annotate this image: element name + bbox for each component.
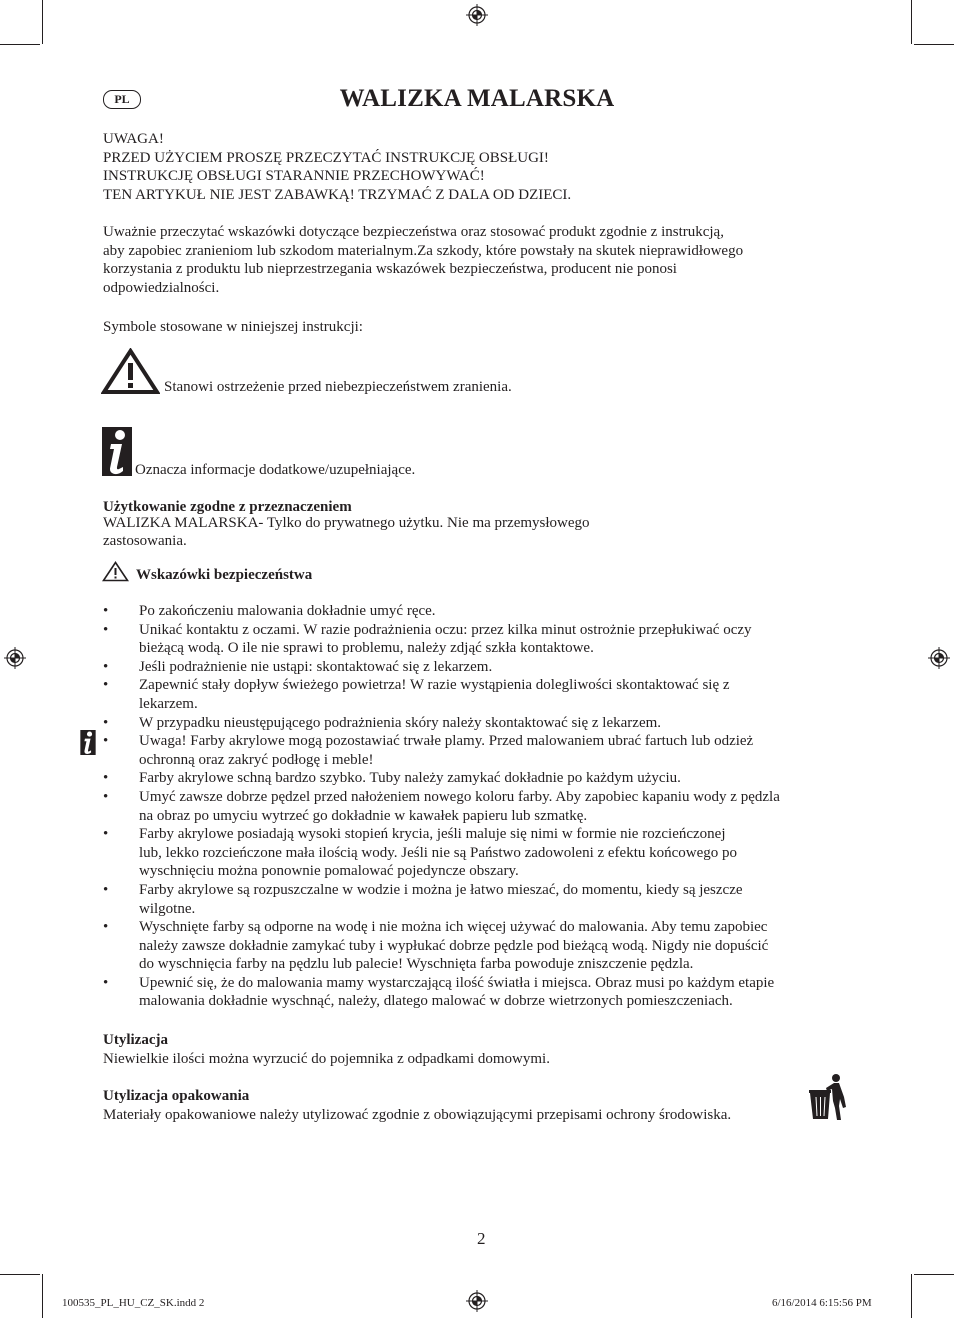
safety-bullet-item bbox=[103, 918, 863, 974]
safety-bullet-item bbox=[103, 881, 863, 918]
bullet-text-line: ochronną oraz zakryć podłogę i meble! bbox=[139, 751, 374, 768]
bullet-text-line: Farby akrylowe schną bardzo szybko. Tuby należy zamykać dokładnie po każdym użyciu. bbox=[139, 770, 681, 787]
warning-line: INSTRUKCJĘ OBSŁUGI STARANNIE PRZECHOWYWAĆ! bbox=[103, 168, 485, 185]
bullet-text-line: malowania dokładnie wyschnąć, należy, dlatego malować w dobrze wietrzonych pomieszczeniach. bbox=[139, 993, 733, 1010]
bullet-text-line: Upewnić się, że do malowania mamy wystarczającą ilość światła i miejsca. Obraz musi po każdym etapie bbox=[139, 974, 775, 991]
bullet-marker: • bbox=[103, 826, 109, 843]
bullet-marker: • bbox=[103, 621, 109, 638]
bullet-text-line: lekarzem. bbox=[139, 695, 198, 712]
intended-use-line: zastosowania. bbox=[103, 533, 187, 549]
warning-triangle-icon bbox=[102, 561, 129, 582]
registration-mark-icon bbox=[4, 647, 26, 669]
footer-timestamp: 6/16/2014 6:15:56 PM bbox=[772, 1297, 872, 1309]
footer-filename: 100535_PL_HU_CZ_SK.indd 2 bbox=[62, 1297, 205, 1309]
safety-bullet-item bbox=[103, 974, 863, 1011]
info-i-icon bbox=[80, 730, 96, 755]
bullet-marker: • bbox=[103, 733, 109, 750]
crop-mark bbox=[0, 44, 40, 45]
safety-bullet-list bbox=[103, 602, 863, 1011]
crop-mark bbox=[914, 1274, 954, 1275]
bullet-text-line: Farby akrylowe są rozpuszczalne w wodzie i można je łatwo mieszać, do momentu, kiedy są jeszcze bbox=[139, 881, 743, 898]
safety-bullet-item bbox=[103, 788, 863, 825]
warning-symbol-description: Stanowi ostrzeżenie przed niebezpieczeństwem zranienia. bbox=[164, 379, 512, 395]
registration-mark-icon bbox=[466, 4, 488, 26]
bullet-text-line: do wyschnięcia farby na pędzlu lub palecie! Wyschnięta farba powoduje zniszczenie pędzla. bbox=[139, 956, 694, 973]
bullet-text-line: Jeśli podrażnienie nie ustąpi: skontaktować się z lekarzem. bbox=[139, 658, 493, 675]
bullet-text-line: Zapewnić stały dopływ świeżego powietrza! W razie wystąpienia dolegliwości skontaktować się z bbox=[139, 677, 730, 694]
crop-mark bbox=[0, 1274, 40, 1275]
bullet-text-line: Umyć zawsze dobrze pędzel przed nałożeniem nowego koloru farby. Aby zapobiec kapaniu wody z pędzla bbox=[139, 788, 780, 805]
bullet-marker: • bbox=[103, 714, 109, 731]
warning-line: UWAGA! bbox=[103, 131, 164, 147]
page-number: 2 bbox=[477, 1229, 486, 1248]
bullet-text-line: Uwaga! Farby akrylowe mogą pozostawiać trwałe plamy. Przed malowaniem ubrać fartuch lub odzież bbox=[139, 733, 754, 750]
disposal-heading: Utylizacja bbox=[103, 1032, 168, 1048]
bullet-text-line: wilgotne. bbox=[139, 900, 196, 917]
crop-mark bbox=[42, 1274, 43, 1318]
safety-bullet-item bbox=[103, 621, 863, 658]
bullet-text-line: Farby akrylowe posiadają wysoki stopień krycia, jeśli maluje się nimi w formie nie rozcieńczonej bbox=[139, 826, 726, 843]
bullet-text-line: na obraz po umyciu wytrzeć go dokładnie w kawałek papieru lub szmatkę. bbox=[139, 807, 588, 824]
disposal-text: Niewielkie ilości można wyrzucić do pojemnika z odpadkami domowymi. bbox=[103, 1050, 550, 1067]
crop-mark bbox=[911, 0, 912, 44]
safety-bullet-item bbox=[103, 602, 863, 621]
safety-bullet-item bbox=[103, 714, 863, 733]
symbols-intro: Symbole stosowane w niniejszej instrukcji: bbox=[103, 319, 363, 335]
bullet-marker: • bbox=[103, 770, 109, 787]
intro-line: aby zapobiec zranieniom lub szkodom materialnym.Za szkody, które powstały na skutek nieprawidłowego bbox=[103, 242, 744, 259]
intro-line: odpowiedzialności. bbox=[103, 279, 220, 296]
intro-line: korzystania z produktu lub nieprzestrzegania wskazówek bezpieczeństwa, producent nie ponosi bbox=[103, 261, 677, 278]
registration-mark-icon bbox=[466, 1290, 488, 1312]
bullet-marker: • bbox=[103, 919, 109, 936]
bullet-marker: • bbox=[103, 677, 109, 694]
crop-mark bbox=[911, 1274, 912, 1318]
intended-use-heading: Użytkowanie zgodne z przeznaczeniem bbox=[103, 499, 352, 515]
packaging-disposal-text: Materiały opakowaniowe należy utylizować zgodnie z obowiązującymi przepisami ochrony środowiska. bbox=[103, 1106, 732, 1123]
safety-bullet-item bbox=[103, 676, 863, 713]
warning-line: PRZED UŻYCIEM PROSZĘ PRZECZYTAĆ INSTRUKCJĘ OBSŁUGI! bbox=[103, 149, 549, 166]
packaging-disposal-heading: Utylizacja opakowania bbox=[103, 1088, 250, 1104]
bullet-marker: • bbox=[103, 658, 109, 675]
language-badge: PL bbox=[103, 90, 141, 109]
bullet-marker: • bbox=[103, 603, 109, 619]
recycle-bin-icon bbox=[808, 1073, 848, 1121]
warning-triangle-icon bbox=[101, 348, 160, 395]
safety-heading: Wskazówki bezpieczeństwa bbox=[136, 567, 313, 583]
bullet-text-line: należy zawsze dokładnie zamykać tuby i wypłukać dobrze pędzle pod bieżącą wodą. Nigdy nie dopuścić bbox=[139, 937, 769, 954]
bullet-text-line: W przypadku nieustępującego podrażnienia skóry należy skontaktować się z lekarzem. bbox=[139, 714, 662, 731]
bullet-marker: • bbox=[103, 974, 109, 991]
crop-mark bbox=[42, 0, 43, 44]
safety-bullet-item bbox=[103, 658, 863, 677]
bullet-text-line: wyschnięciu można ponownie pomalować pojedyncze obszary. bbox=[139, 863, 519, 880]
page-title: WALIZKA MALARSKA bbox=[339, 85, 615, 112]
bullet-text-line: bieżącą wodą. O ile nie sprawi to problemu, należy zdjąć szkła kontaktowe. bbox=[139, 640, 594, 657]
bullet-text-line: lub, lekko rozcieńczone mała ilością wody. Jeśli nie są Państwo zadowoleni z efektu końcowego po bbox=[139, 844, 738, 861]
bullet-text-line: Unikać kontaktu z oczami. W razie podrażnienia oczu: przez kilka minut ostrożnie przepłukiwać oczy bbox=[139, 621, 752, 638]
intended-use-line: WALIZKA MALARSKA- Tylko do prywatnego użytku. Nie ma przemysłowego bbox=[103, 515, 590, 531]
safety-bullet-item bbox=[103, 732, 863, 769]
crop-mark bbox=[914, 44, 954, 45]
bullet-text-line: Wyschnięte farby są odporne na wodę i nie można ich więcej używać do malowania. Aby temu zapobiec bbox=[139, 919, 768, 936]
bullet-text-line: Po zakończeniu malowania dokładnie umyć ręce. bbox=[139, 603, 436, 619]
bullet-marker: • bbox=[103, 788, 109, 805]
intro-line: Uważnie przeczytać wskazówki dotyczące bezpieczeństwa oraz stosować produkt zgodnie z instrukcją, bbox=[103, 224, 724, 240]
safety-bullet-item bbox=[103, 825, 863, 881]
info-i-icon bbox=[102, 427, 132, 476]
info-symbol-description: Oznacza informacje dodatkowe/uzupełniające. bbox=[135, 462, 416, 478]
registration-mark-icon bbox=[928, 647, 950, 669]
safety-bullet-item bbox=[103, 769, 863, 788]
warning-line: TEN ARTYKUŁ NIE JEST ZABAWKĄ! TRZYMAĆ Z DALA OD DZIECI. bbox=[103, 186, 572, 203]
bullet-marker: • bbox=[103, 881, 109, 898]
